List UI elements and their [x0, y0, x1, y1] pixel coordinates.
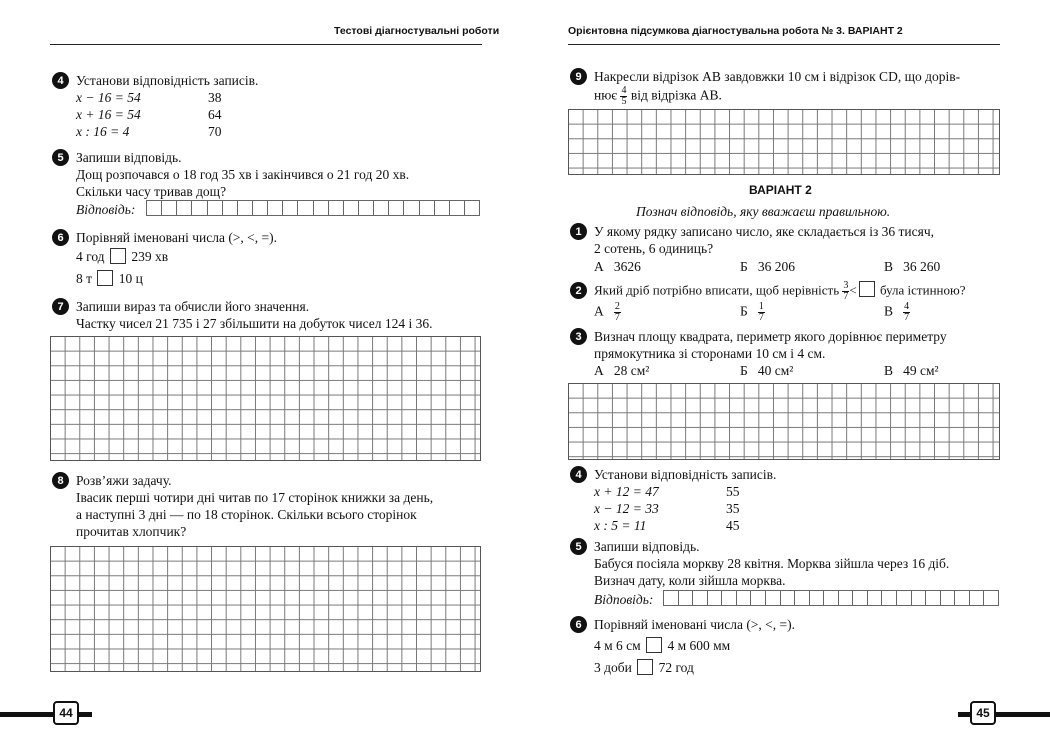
- equation: x − 12 = 33: [594, 501, 659, 516]
- quantity-right: 10 ц: [118, 271, 143, 286]
- right-header-rule: [568, 44, 1000, 45]
- task-number-badge: 9: [570, 68, 587, 85]
- match-value: 64: [208, 107, 222, 122]
- compare-sign-box[interactable]: [97, 270, 113, 286]
- question-number-badge: 2: [570, 282, 587, 299]
- match-value: 35: [726, 501, 740, 516]
- blank-box[interactable]: [859, 281, 875, 297]
- equation: x + 16 = 54: [76, 107, 141, 122]
- page-number: 45: [970, 701, 996, 725]
- fraction: $\frac{4}{5}$: [621, 85, 627, 107]
- task-text: Накресли відрізок AB завдовжки 10 см і відрізок CD, що дорів-: [594, 69, 961, 84]
- option-b[interactable]: Б 36 206: [740, 259, 796, 274]
- question-text-line: [594, 281, 965, 302]
- comparison-row: [76, 270, 143, 287]
- squared-work-area[interactable]: [568, 109, 1000, 175]
- task-text: Частку чисел 21 735 і 27 збільшити на добуток чисел 124 і 36.: [76, 316, 433, 331]
- option-c[interactable]: В $\frac{4}{7}$: [884, 301, 910, 323]
- question-text: 2 сотень, 6 одиниць?: [594, 241, 714, 256]
- equation: x : 5 = 11: [594, 518, 647, 533]
- squared-work-area[interactable]: [50, 336, 481, 461]
- question-text: Визнач площу квадрата, периметр якого дорівнює периметру: [594, 329, 947, 344]
- compare-sign-box[interactable]: [110, 248, 126, 264]
- task-number-badge: 8: [52, 472, 69, 489]
- match-value: 55: [726, 484, 740, 499]
- task-title: Запиши відповідь.: [76, 150, 182, 165]
- task-text: а наступні 3 дні — по 18 сторінок. Скільки всього сторінок: [76, 507, 417, 522]
- quantity-right: 4 м 600 мм: [667, 638, 731, 653]
- question-text: Який дріб потрібно вписати, щоб нерівність: [594, 282, 840, 298]
- task-number-badge: 7: [52, 298, 69, 315]
- match-value: 38: [208, 90, 222, 105]
- variant-title: ВАРІАНТ 2: [749, 183, 812, 197]
- equation: x : 16 = 4: [76, 124, 130, 139]
- fraction: $\frac{3}{7}$: [843, 280, 849, 302]
- task-text-line: [594, 86, 722, 107]
- task-text: прочитав хлопчик?: [76, 524, 187, 539]
- option-b[interactable]: Б 40 см²: [740, 363, 794, 378]
- quantity-left: 8 т: [76, 271, 93, 286]
- left-header-rule: [50, 44, 482, 45]
- question-number-badge: 4: [570, 466, 587, 483]
- task-number-badge: 6: [52, 229, 69, 246]
- option-b[interactable]: Б $\frac{1}{7}$: [740, 301, 764, 323]
- question-text: прямокутника зі сторонами 10 см і 4 см.: [594, 346, 826, 361]
- task-text: від відрізка AB.: [630, 87, 722, 103]
- question-text: У якому рядку записано число, яке складається із 36 тисяч,: [594, 224, 935, 239]
- page-number: 44: [53, 701, 79, 725]
- answer-input-cells[interactable]: [663, 590, 999, 606]
- task-title: Установи відповідність записів.: [76, 73, 259, 88]
- quantity-right: 239 хв: [131, 249, 169, 264]
- question-title: Запиши відповідь.: [594, 539, 700, 554]
- inequality-sign: <: [849, 282, 857, 298]
- quantity-right: 72 год: [658, 660, 694, 675]
- question-title: Порівняй іменовані числа (>, <, =).: [594, 617, 796, 632]
- quantity-left: 4 год: [76, 249, 105, 264]
- match-value: 45: [726, 518, 740, 533]
- question-title: Установи відповідність записів.: [594, 467, 777, 482]
- match-value: 70: [208, 124, 222, 139]
- task-title: Розв’яжи задачу.: [76, 473, 172, 488]
- task-number-badge: 5: [52, 149, 69, 166]
- option-a[interactable]: А 3626: [594, 259, 641, 274]
- question-text: була істинною?: [880, 282, 966, 298]
- question-number-badge: 5: [570, 538, 587, 555]
- squared-work-area[interactable]: [50, 546, 481, 672]
- task-text: Івасик перші чотири дні читав по 17 сторінок книжки за день,: [76, 490, 434, 505]
- comparison-row: [76, 248, 168, 265]
- answer-label: Відповідь:: [76, 202, 136, 217]
- task-text: нює: [594, 87, 618, 103]
- task-text: Дощ розпочався о 18 год 35 хв і закінчився о 21 год 20 хв.: [76, 167, 410, 182]
- task-title: Порівняй іменовані числа (>, <, =).: [76, 230, 278, 245]
- task-text: Скільки часу тривав дощ?: [76, 184, 227, 199]
- right-running-header: Орієнтовна підсумкова діагностувальна робота № 3. ВАРІАНТ 2: [568, 25, 903, 37]
- instruction: Познач відповідь, яку вважаєш правильною.: [636, 204, 891, 219]
- answer-label: Відповідь:: [594, 592, 654, 607]
- option-a[interactable]: А $\frac{2}{7}$: [594, 301, 620, 323]
- equation: x + 12 = 47: [594, 484, 659, 499]
- question-text: Визнач дату, коли зійшла морква.: [594, 573, 786, 588]
- equation: x − 16 = 54: [76, 90, 141, 105]
- quantity-left: 4 м 6 см: [594, 638, 641, 653]
- task-title: Запиши вираз та обчисли його значення.: [76, 299, 310, 314]
- option-c[interactable]: В 36 260: [884, 259, 941, 274]
- question-number-badge: 1: [570, 223, 587, 240]
- comparison-row: [594, 637, 730, 654]
- left-running-header: Тестові діагностувальні роботи: [334, 25, 500, 37]
- compare-sign-box[interactable]: [646, 637, 662, 653]
- task-number-badge: 4: [52, 72, 69, 89]
- question-number-badge: 6: [570, 616, 587, 633]
- squared-work-area[interactable]: [568, 383, 1000, 460]
- quantity-left: 3 доби: [594, 660, 632, 675]
- question-text: Бабуся посіяла моркву 28 квітня. Морква зійшла через 16 діб.: [594, 556, 950, 571]
- comparison-row: [594, 659, 694, 676]
- compare-sign-box[interactable]: [637, 659, 653, 675]
- option-a[interactable]: А 28 см²: [594, 363, 650, 378]
- answer-input-cells[interactable]: [146, 200, 480, 216]
- option-c[interactable]: В 49 см²: [884, 363, 939, 378]
- question-number-badge: 3: [570, 328, 587, 345]
